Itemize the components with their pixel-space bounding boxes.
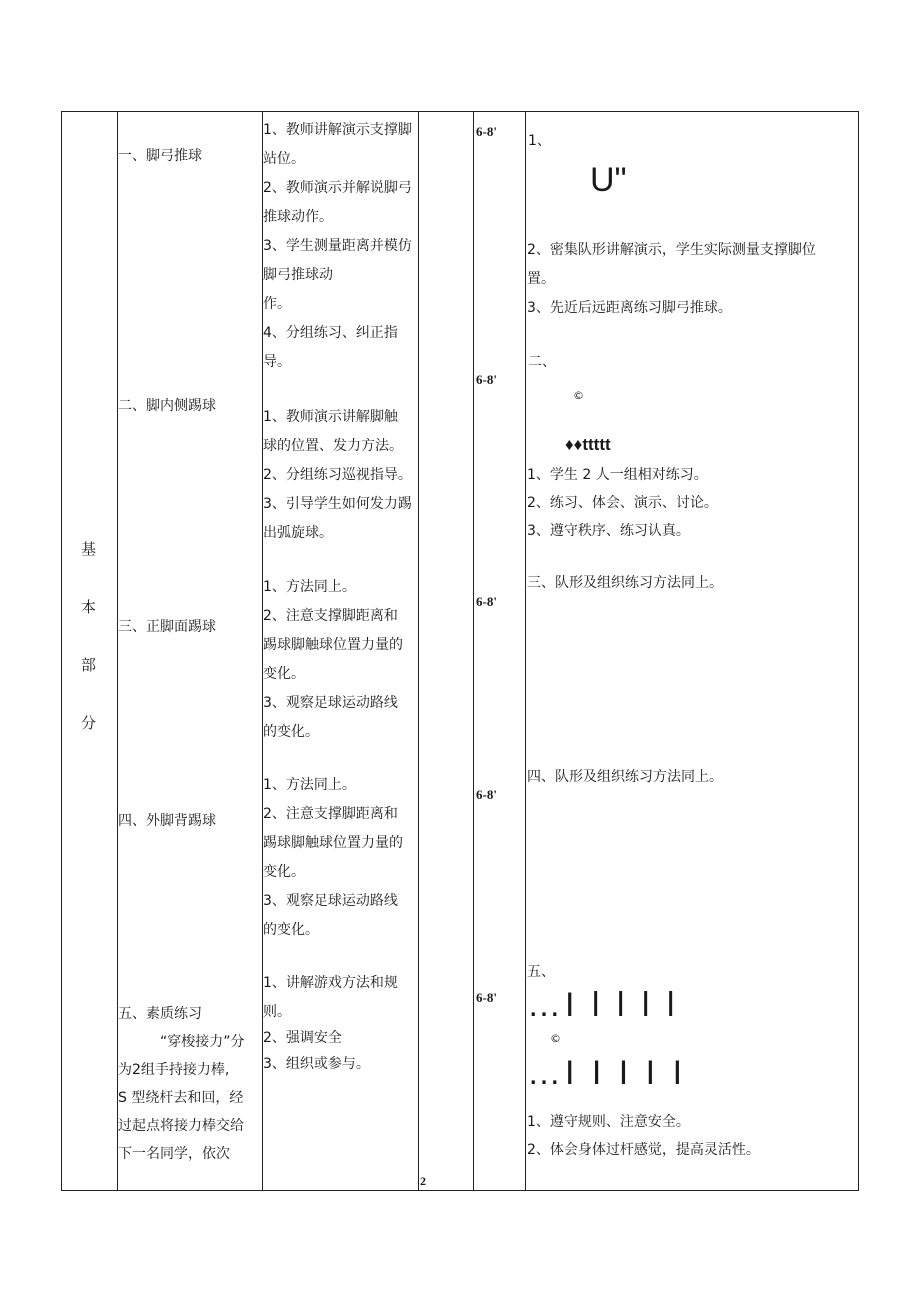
ball-marker: ©	[550, 1032, 561, 1045]
teacher-line: 1、教师演示讲解脚触	[263, 409, 398, 425]
duration: 6-8'	[476, 124, 497, 139]
org-line: 3、遵守秩序、练习认真。	[527, 523, 690, 539]
teacher-line: 则。	[263, 1004, 291, 1020]
org-line: 四、队形及组织练习方法同上。	[527, 769, 723, 785]
teacher-line: 的变化。	[263, 724, 319, 740]
teacher-line: 踢球脚触球位置力量的	[263, 835, 403, 851]
org-line: 2、密集队形讲解演示，学生实际测量支撑脚位	[527, 242, 816, 258]
duration: 6-8'	[476, 787, 497, 802]
teacher-line: 1、方法同上。	[263, 777, 356, 793]
org-line: 3、先近后远距离练习脚弓推球。	[527, 300, 732, 316]
teacher-line: 3、引导学生如何发力踢	[263, 496, 412, 512]
org-line: 2、体会身体过杆感觉，提高灵活性。	[527, 1142, 760, 1158]
teacher-line: 的变化。	[263, 922, 319, 938]
ball-marker: ©	[573, 389, 584, 402]
column-divider	[525, 111, 526, 1191]
page-number: 2	[420, 1174, 426, 1188]
section-title-char: 基	[81, 540, 97, 558]
table-right-border	[858, 111, 859, 1191]
teacher-line: 3、观察足球运动路线	[263, 893, 398, 909]
teacher-line: 导。	[263, 354, 291, 370]
org-line: 1、遵守规则、注意安全。	[527, 1114, 690, 1130]
content-item-3: 三、正脚面踢球	[118, 619, 216, 635]
org-number: 五、	[527, 964, 555, 980]
table-top-border	[61, 111, 859, 112]
content-item-5-desc: S 型绕杆去和回，经	[118, 1090, 244, 1106]
content-item-5-desc: 过起点将接力棒交给	[118, 1118, 244, 1134]
teacher-line: 2、分组练习巡视指导。	[263, 467, 412, 483]
teacher-line: 4、分组练习、纠正指	[263, 325, 398, 341]
content-item-5-desc: “穿梭接力”分	[160, 1034, 245, 1050]
column-divider	[117, 111, 118, 1191]
duration: 6-8'	[476, 372, 497, 387]
teacher-line: 1、讲解游戏方法和规	[263, 975, 398, 991]
table-left-border	[61, 111, 62, 1191]
org-line: 三、队形及组织练习方法同上。	[527, 575, 723, 591]
content-item-1: 一、脚弓推球	[118, 148, 202, 164]
teacher-line: 出弧旋球。	[263, 525, 333, 541]
org-number: 二、	[528, 354, 556, 370]
org-line: 1、学生 2 人一组相对练习。	[527, 467, 708, 483]
column-divider	[473, 111, 474, 1191]
formation-diagram: …I I I I I	[527, 1054, 687, 1092]
teacher-line: 2、注意支撑脚距离和	[263, 608, 398, 624]
section-title-char: 部	[81, 656, 97, 674]
section-title-char: 分	[81, 714, 97, 732]
teacher-line: 3、学生测量距离并模仿	[263, 238, 412, 254]
teacher-line: 推球动作。	[263, 209, 333, 225]
teacher-line: 作。	[263, 296, 291, 312]
teacher-line: 3、观察足球运动路线	[263, 695, 398, 711]
formation-diagram: …I l l l l	[527, 986, 679, 1024]
teacher-line: 2、注意支撑脚距离和	[263, 806, 398, 822]
table-bottom-border	[61, 1190, 859, 1191]
duration: 6-8'	[476, 594, 497, 609]
teacher-line: 2、教师演示并解说脚弓	[263, 180, 412, 196]
content-item-2: 二、脚内侧踢球	[118, 398, 216, 414]
duration: 6-8'	[476, 990, 497, 1005]
content-item-4: 四、外脚背踢球	[118, 813, 216, 829]
content-item-5-desc: 为2组手持接力棒,	[118, 1062, 230, 1078]
teacher-line: 站位。	[263, 151, 305, 167]
teacher-line: 变化。	[263, 666, 305, 682]
teacher-line: 3、组织或参与。	[263, 1056, 370, 1072]
org-number: 1、	[528, 133, 551, 149]
content-item-5-title: 五、素质练习	[118, 1006, 202, 1022]
org-line: 2、练习、体会、演示、讨论。	[527, 495, 718, 511]
teacher-line: 踢球脚触球位置力量的	[263, 637, 403, 653]
teacher-line: 1、方法同上。	[263, 579, 356, 595]
teacher-line: 1、教师讲解演示支撑脚	[263, 122, 412, 138]
teacher-line: 变化。	[263, 864, 305, 880]
teacher-line: 球的位置、发力方法。	[263, 438, 403, 454]
section-title-char: 本	[81, 598, 97, 616]
formation-diagram: U"	[590, 161, 627, 199]
teacher-line: 脚弓推球动	[263, 267, 333, 283]
content-item-5-desc: 下一名同学，依次	[118, 1146, 230, 1162]
org-line: 置。	[527, 271, 555, 287]
teacher-line: 2、强调安全	[263, 1030, 342, 1046]
formation-diagram: ♦♦ttttt	[565, 435, 611, 454]
column-divider	[418, 111, 419, 1191]
